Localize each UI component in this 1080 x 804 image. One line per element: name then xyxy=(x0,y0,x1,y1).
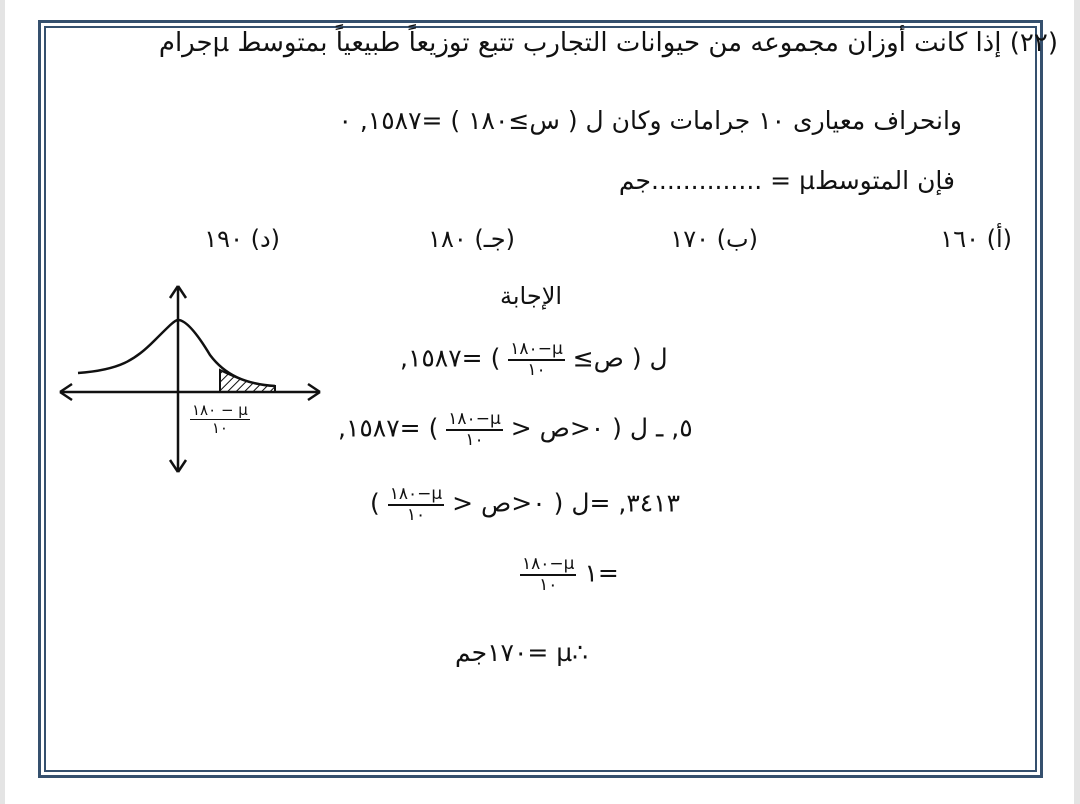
option-c[interactable]: (جـ) ١٨٠ xyxy=(428,225,515,253)
option-d[interactable]: (د) ١٩٠ xyxy=(204,225,280,253)
page-edge-left xyxy=(0,0,5,804)
option-b[interactable]: (ب) ١٧٠ xyxy=(670,225,758,253)
fraction: $\frac{\text{µ−١٨٠}}{١٠}$ xyxy=(389,484,443,525)
fraction: $\frac{\text{µ−١٨٠}}{١٠}$ xyxy=(448,409,501,450)
option-a[interactable]: (أ) ١٦٠ xyxy=(940,225,1012,253)
fraction: $\frac{\text{µ−١٨٠}}{١٠}$ xyxy=(522,554,575,595)
answer-result: ∴µ =١٧٠جم xyxy=(455,638,589,667)
answer-step-3: ٣٤١٣, =ل ( ٠<ص < $\frac{\text{µ−١٨٠}}{١٠}$ ) xyxy=(370,484,681,525)
question-line-2: وانحراف معيارى ١٠ جرامات وكان ل ( س≥١٨٠ ) =١٥٨٧, ٠ xyxy=(338,106,962,135)
question-line-3: فإن المتوسطµ = ..............جم xyxy=(618,166,955,195)
bell-curve xyxy=(78,320,275,386)
diagram-label: µ − ١٨٠ ١٠ xyxy=(192,401,248,437)
normal-curve-diagram xyxy=(50,280,330,480)
answer-heading: الإجابة xyxy=(500,282,563,310)
answer-step-2: ٥, ـ ل ( ٠<ص < $\frac{\text{µ−١٨٠}}{١٠}$ ) =١٥٨٧, xyxy=(338,409,693,450)
answer-step-4: =١ $\frac{\text{µ−١٨٠}}{١٠}$ xyxy=(522,554,619,595)
question-line-1: (٢٢) إذا كانت أوزان مجموعه من حيوانات التجارب تتبع توزيعاً طبيعياً بمتوسط µجرام xyxy=(158,28,1058,58)
answer-step-1: ل ( ص≥ $\frac{\text{µ−١٨٠}}{١٠}$ ) =١٥٨٧, xyxy=(400,339,668,380)
page-edge-right xyxy=(1074,0,1080,804)
fraction: $\frac{\text{µ−١٨٠}}{١٠}$ xyxy=(510,339,563,380)
